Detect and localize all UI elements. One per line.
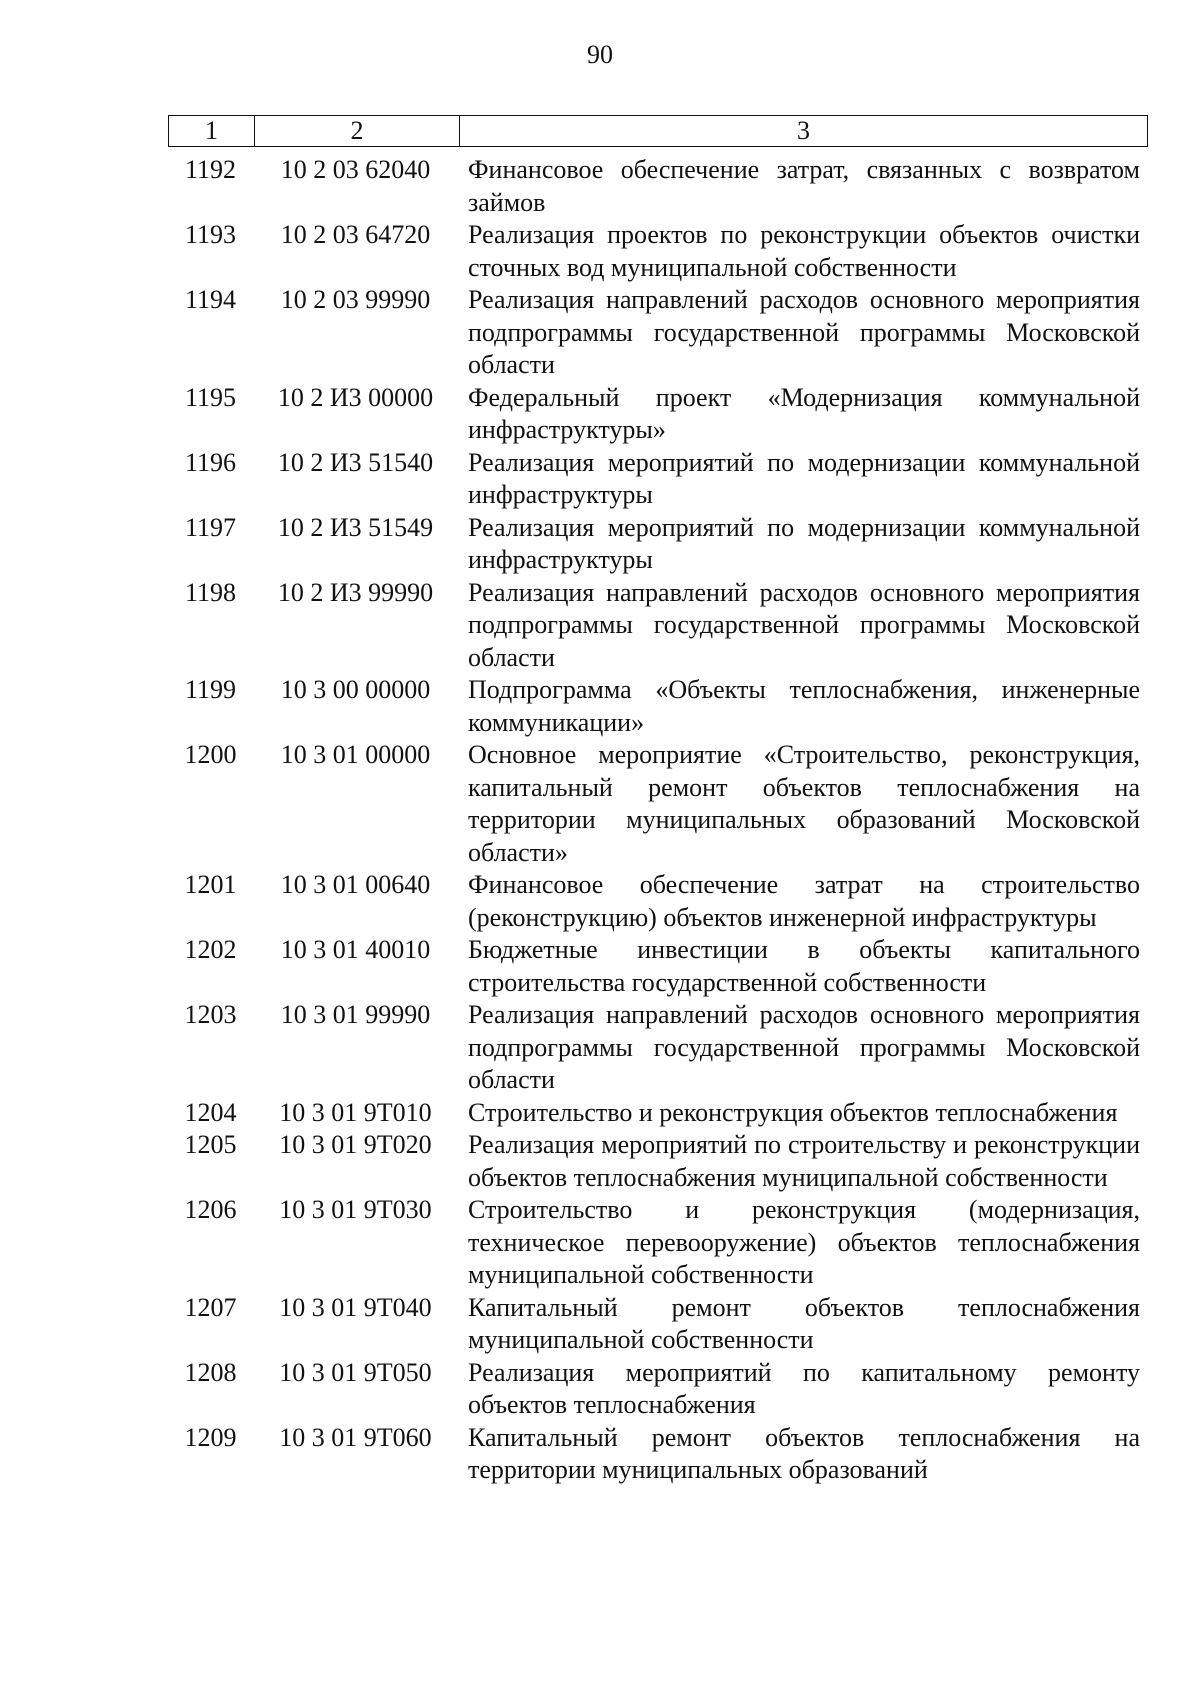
row-number: 1196 — [184, 447, 237, 477]
row-number: 1194 — [184, 285, 237, 314]
row-number: 1202 — [184, 935, 237, 964]
table-row — [168, 674, 1148, 739]
row-number: 1206 — [184, 1195, 237, 1224]
row-number: 1200 — [184, 740, 237, 769]
row-description: Бюджетные инвестиции в объекты капитального строительства государственной собственности — [468, 935, 1140, 997]
row-code: 10 2 И3 51540 — [277, 447, 434, 477]
row-code: 10 3 01 00000 — [280, 740, 431, 769]
row-code: 10 2 И3 99990 — [277, 577, 434, 607]
row-code: 10 2 03 64720 — [280, 220, 431, 249]
row-description: Реализация мероприятий по модернизации коммунальной инфраструктуры — [468, 512, 1140, 574]
table-body — [168, 154, 1148, 1487]
table-row — [168, 1292, 1148, 1357]
row-number: 1208 — [184, 1357, 237, 1387]
row-number: 1201 — [184, 870, 237, 899]
row-code: 10 2 И3 51549 — [277, 512, 434, 542]
row-number: 1205 — [184, 1130, 237, 1159]
row-description: Капитальный ремонт объектов теплоснабжения на территории муниципальных образований — [468, 1422, 1140, 1484]
row-code: 10 3 01 9Т030 — [279, 1195, 432, 1224]
row-number: 1193 — [184, 220, 237, 249]
row-code: 10 3 00 00000 — [280, 675, 431, 704]
table-row — [168, 1357, 1148, 1422]
row-code: 10 3 01 9Т060 — [279, 1422, 432, 1452]
row-description: Строительство и реконструкция (модернизация, техническое перевооружение) объектов теплоснабжения муниципальной собственности — [468, 1195, 1140, 1289]
row-description: Реализация проектов по реконструкции объектов очистки сточных вод муниципальной собственности — [468, 220, 1140, 282]
table-row — [168, 512, 1148, 577]
row-description: Федеральный проект «Модернизация коммунальной инфраструктуры» — [468, 382, 1140, 444]
row-description: Финансовое обеспечение затрат на строительство (реконструкцию) объектов инженерной инфраструктуры — [468, 870, 1140, 932]
row-description: Основное мероприятие «Строительство, реконструкция, капитальный ремонт объектов теплоснабжения на территории муниципальных образований Московской области» — [468, 740, 1140, 867]
table-row — [168, 1129, 1148, 1194]
row-code: 10 2 03 62040 — [280, 155, 431, 184]
header-col-1: 1 — [205, 116, 218, 145]
row-code: 10 3 01 9Т050 — [279, 1357, 432, 1387]
row-description: Финансовое обеспечение затрат, связанных с возвратом займов — [468, 155, 1140, 217]
row-number: 1198 — [184, 577, 237, 607]
row-number: 1204 — [184, 1097, 237, 1127]
row-code: 10 2 И3 00000 — [277, 382, 434, 412]
table-row — [168, 739, 1148, 869]
row-number: 1209 — [184, 1422, 237, 1452]
row-number: 1199 — [184, 675, 237, 704]
row-description: Реализация направлений расходов основного мероприятия подпрограммы государственной программы Московской области — [468, 577, 1140, 672]
table-row — [168, 1194, 1148, 1292]
table-row — [168, 382, 1148, 447]
row-description: Реализация мероприятий по капитальному ремонту объектов теплоснабжения — [468, 1357, 1140, 1419]
table-row — [168, 869, 1148, 934]
table-row — [168, 1422, 1148, 1487]
row-description: Реализация мероприятий по модернизации коммунальной инфраструктуры — [468, 447, 1140, 509]
row-code: 10 3 01 40010 — [280, 935, 431, 964]
row-number: 1207 — [184, 1292, 237, 1322]
row-code: 10 3 01 99990 — [280, 1000, 431, 1029]
row-description: Капитальный ремонт объектов теплоснабжения муниципальной собственности — [468, 1292, 1140, 1354]
row-number: 1197 — [184, 512, 237, 542]
table-row — [168, 999, 1148, 1097]
row-description: Строительство и реконструкция объектов теплоснабжения — [468, 1097, 1118, 1127]
row-description: Реализация мероприятий по строительству и реконструкции объектов теплоснабжения муниципальной собственности — [468, 1130, 1140, 1192]
row-code: 10 3 01 9Т040 — [279, 1292, 432, 1322]
header-col-2: 2 — [254, 116, 459, 146]
table-row — [168, 447, 1148, 512]
row-description: Реализация направлений расходов основного мероприятия подпрограммы государственной программы Московской области — [468, 1000, 1140, 1094]
row-description: Реализация направлений расходов основного мероприятия подпрограммы государственной программы Московской области — [468, 285, 1140, 379]
table-row — [168, 284, 1148, 382]
table-row — [168, 577, 1148, 675]
row-number: 1192 — [184, 155, 237, 184]
table-row — [168, 1097, 1148, 1130]
table-header-row — [168, 115, 1148, 147]
row-code: 10 2 03 99990 — [280, 285, 431, 314]
row-description: Подпрограмма «Объекты теплоснабжения, инженерные коммуникации» — [468, 675, 1140, 737]
table-row — [168, 154, 1148, 219]
table-row — [168, 219, 1148, 284]
row-number: 1203 — [184, 1000, 237, 1029]
row-code: 10 3 01 9Т020 — [279, 1130, 432, 1159]
row-code: 10 3 01 9Т010 — [279, 1097, 432, 1127]
row-code: 10 3 01 00640 — [280, 870, 431, 899]
row-number: 1195 — [184, 382, 237, 412]
table-row — [168, 934, 1148, 999]
page-number: 90 — [587, 40, 613, 69]
header-col-3: 3 — [459, 116, 1147, 146]
